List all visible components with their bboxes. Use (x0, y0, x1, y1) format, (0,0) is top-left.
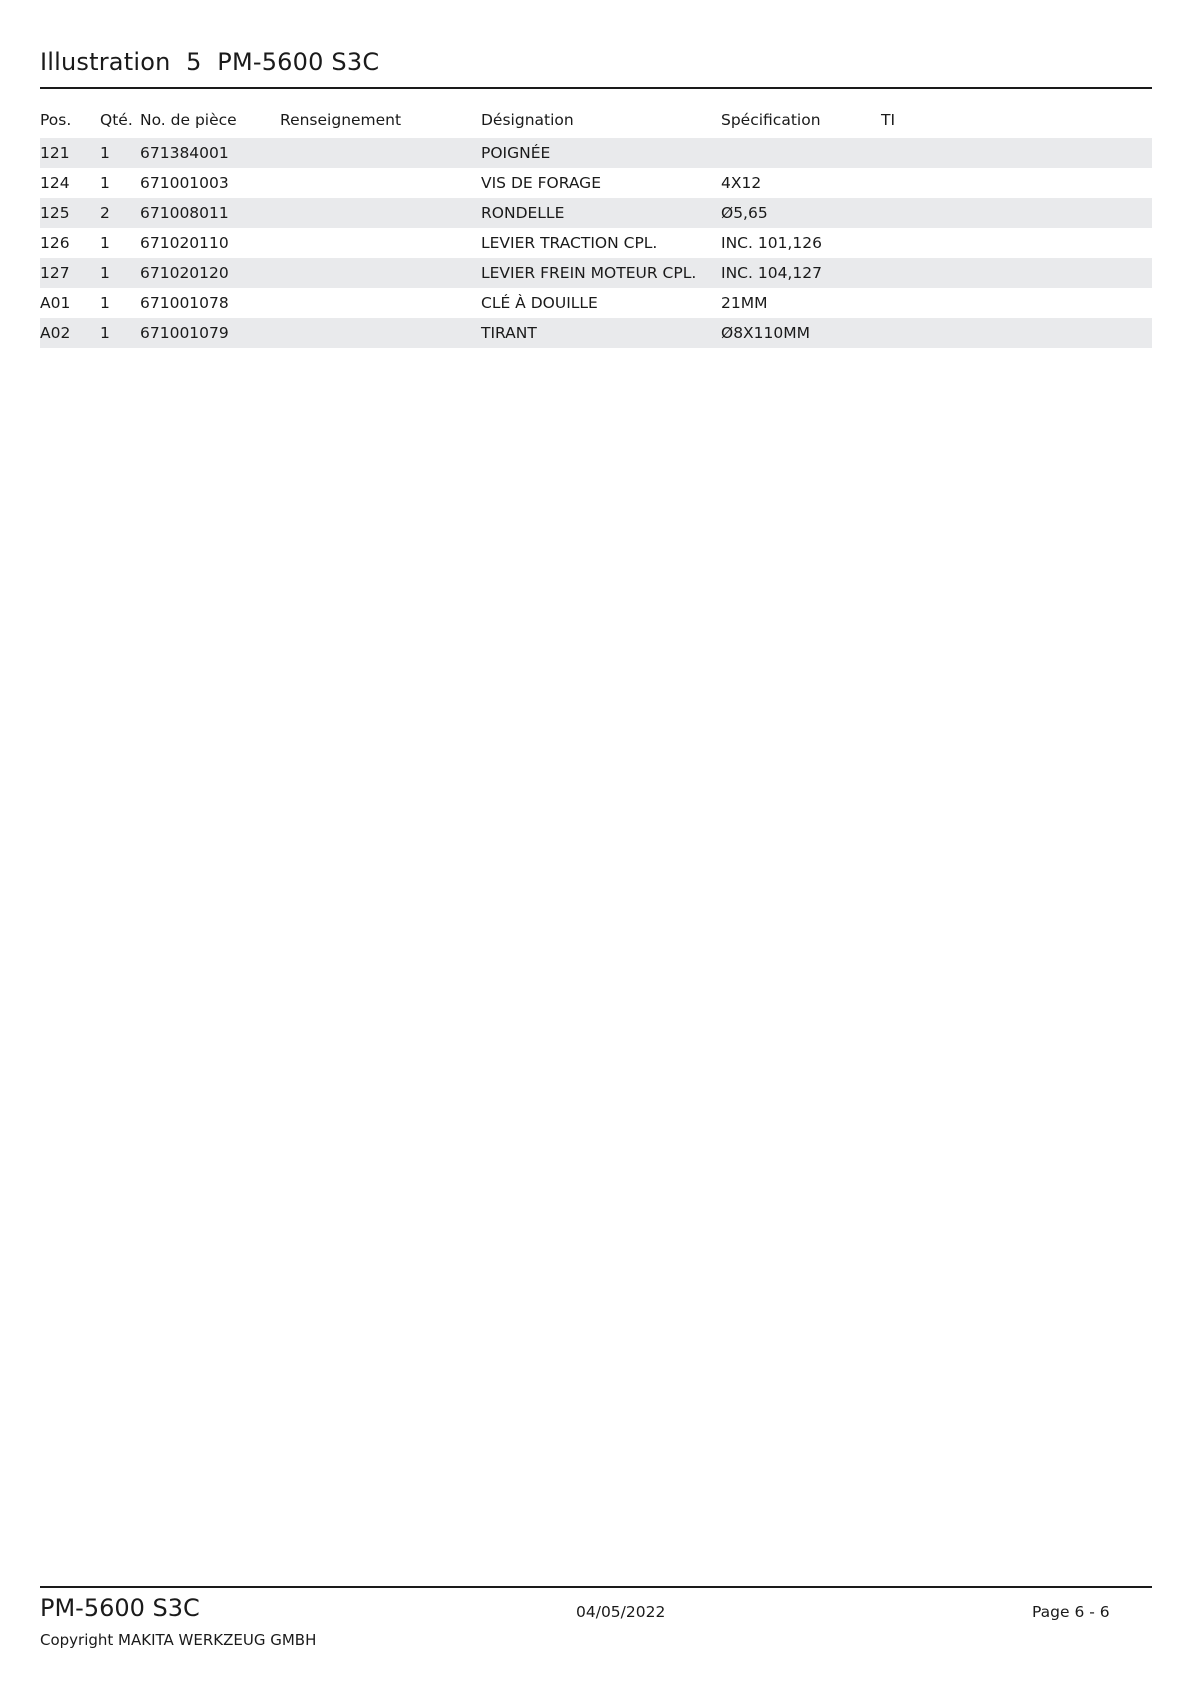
cell-pos: 127 (40, 264, 70, 282)
table-row (40, 228, 1152, 258)
table-row (40, 168, 1152, 198)
table-row (40, 258, 1152, 288)
cell-designation: LEVIER FREIN MOTEUR CPL. (481, 264, 697, 282)
cell-qty: 1 (100, 324, 110, 342)
column-header-designation: Désignation (481, 111, 574, 129)
cell-part-no: 671001079 (140, 324, 229, 342)
cell-pos: 124 (40, 174, 70, 192)
table-row (40, 198, 1152, 228)
column-header-qty: Qté. (100, 111, 133, 129)
cell-designation: POIGNÉE (481, 144, 551, 162)
copyright-notice: Copyright MAKITA WERKZEUG GMBH (40, 1631, 317, 1649)
cell-specification: 4X12 (721, 174, 762, 192)
cell-part-no: 671008011 (140, 204, 229, 222)
cell-part-no: 671001003 (140, 174, 229, 192)
cell-specification: INC. 101,126 (721, 234, 822, 252)
column-header-pos: Pos. (40, 111, 72, 129)
cell-part-no: 671020120 (140, 264, 229, 282)
cell-qty: 1 (100, 174, 110, 192)
cell-designation: VIS DE FORAGE (481, 174, 601, 192)
cell-specification: INC. 104,127 (721, 264, 822, 282)
page-number: Page 6 - 6 (1032, 1603, 1110, 1621)
title-divider (40, 87, 1152, 89)
cell-pos: A01 (40, 294, 71, 312)
table-row (40, 138, 1152, 168)
table-row (40, 288, 1152, 318)
parts-table (40, 105, 1152, 348)
table-header-row (40, 105, 1152, 138)
cell-pos: A02 (40, 324, 71, 342)
cell-part-no: 671384001 (140, 144, 229, 162)
cell-designation: LEVIER TRACTION CPL. (481, 234, 658, 252)
cell-designation: RONDELLE (481, 204, 565, 222)
cell-pos: 125 (40, 204, 70, 222)
page-title: Illustration 5 PM-5600 S3C (40, 48, 380, 76)
cell-qty: 1 (100, 294, 110, 312)
cell-specification: Ø8X110MM (721, 324, 811, 342)
column-header-part-no: No. de pièce (140, 111, 237, 129)
cell-pos: 121 (40, 144, 70, 162)
cell-specification: Ø5,65 (721, 204, 768, 222)
cell-part-no: 671020110 (140, 234, 229, 252)
column-header-specification: Spécification (721, 111, 821, 129)
cell-qty: 1 (100, 144, 110, 162)
cell-qty: 2 (100, 204, 110, 222)
cell-pos: 126 (40, 234, 70, 252)
cell-qty: 1 (100, 264, 110, 282)
table-row (40, 318, 1152, 348)
cell-designation: CLÉ À DOUILLE (481, 294, 598, 312)
cell-specification: 21MM (721, 294, 768, 312)
cell-part-no: 671001078 (140, 294, 229, 312)
cell-designation: TIRANT (481, 324, 537, 342)
column-header-ti: TI (881, 111, 896, 129)
footer-model: PM-5600 S3C (40, 1594, 200, 1622)
cell-qty: 1 (100, 234, 110, 252)
footer-date: 04/05/2022 (576, 1603, 666, 1621)
column-header-info: Renseignement (280, 111, 402, 129)
footer-divider (40, 1586, 1152, 1588)
